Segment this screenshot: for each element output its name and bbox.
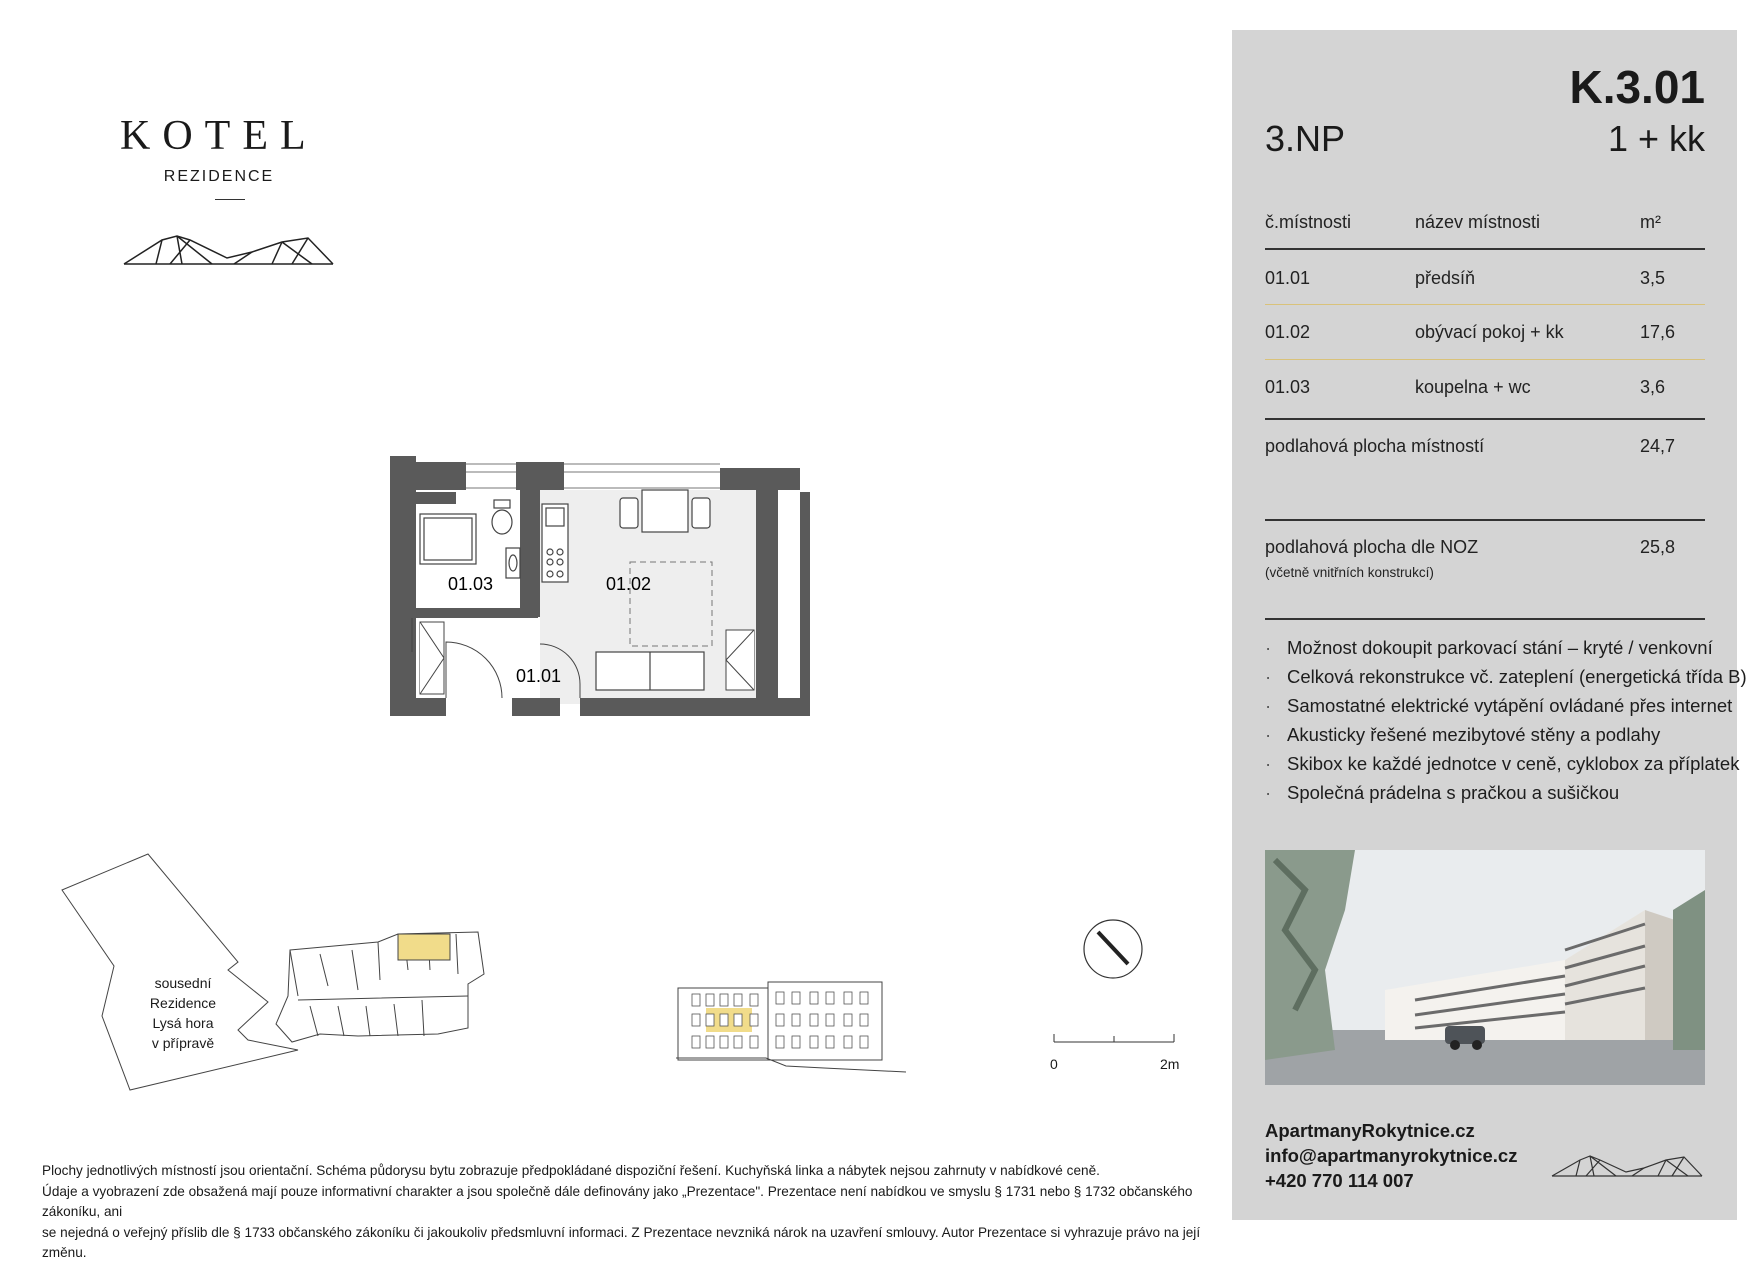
disclaimer-line-2: Údaje a vyobrazení zde obsažená mají pouze informativní charakter a jsou společně dále definovány jako „Prezentace". Prezentace není nabídkou ve smyslu § 1731 nebo § 1732 občanského zákoníku, ani [42,1183,1193,1219]
room-number-3: 01.03 [1265,377,1311,397]
feature-item [1265,720,1705,749]
floor-area-value: 24,7 [1640,436,1676,456]
features-list [1265,633,1747,807]
scale-start-label: 0 [1050,1056,1058,1072]
feature-item [1265,633,1713,662]
bullet-icon: · [1265,666,1272,687]
room-number-1: 01.01 [1265,268,1311,288]
bullet-icon: · [1265,637,1272,658]
floor-label: 3.NP [1265,118,1346,159]
row-divider [1265,304,1705,305]
room-label-01-02: 01.02 [606,574,652,594]
unit-highlight [398,934,450,960]
north-arrow-icon [1082,918,1144,980]
bullet-icon: · [1265,695,1272,716]
layout-type: 1 + kk [1607,118,1705,159]
room-name-1: předsíň [1415,268,1476,288]
mountain-logo-icon [122,232,336,268]
mountain-logo-small-icon [1550,1152,1705,1180]
feature-text: Společná prádelna s pračkou a sušičkou [1287,782,1620,803]
col-header-area: m² [1640,212,1661,232]
feature-item [1265,691,1733,720]
bullet-icon: · [1265,724,1272,745]
feature-text: Akusticky řešené mezibytové stěny a podlahy [1287,724,1661,745]
disclaimer-line-1: Plochy jednotlivých místností jsou orientační. Schéma půdorysu bytu zobrazuje předpokládané dispoziční řešení. Kuchyňská linka a nábytek nejsou zahrnuty v nabídkové ceně. [42,1163,1100,1178]
email-link[interactable]: info@apartmanyrokytnice.cz [1265,1145,1518,1166]
logo-divider [215,199,245,200]
room-name-3: koupelna + wc [1415,377,1531,397]
bullet-icon: · [1265,782,1272,803]
table-rows-end-rule [1265,418,1705,420]
feature-item [1265,662,1747,691]
elevation-diagram [676,978,906,1078]
site-plan [58,850,498,1100]
noz-area-value: 25,8 [1640,537,1676,557]
room-area-3: 3,6 [1640,377,1666,397]
neighbor-line-2: Rezidence [149,995,217,1011]
neighbor-label [138,973,228,1053]
feature-text: Možnost dokoupit parkovací stání – kryté / venkovní [1287,637,1713,658]
room-name-2: obývací pokoj + kk [1415,322,1564,342]
table-header-rule [1265,248,1705,250]
phone-number[interactable]: +420 770 114 007 [1265,1170,1414,1191]
building-rendering [1265,850,1705,1085]
floor-plan [390,452,890,722]
feature-text: Celková rekonstrukce vč. zateplení (energetická třída B) [1287,666,1747,687]
scale-bar [1050,1030,1180,1050]
neighbor-line-1: sousední [154,975,212,991]
floor-area-label: podlahová plocha místností [1265,436,1485,456]
neighbor-line-3: Lysá hora [152,1015,214,1031]
room-number-2: 01.02 [1265,322,1311,342]
noz-area-label: podlahová plocha dle NOZ [1265,537,1479,557]
contact-block [1265,1118,1517,1193]
col-header-number: č.místnosti [1265,212,1352,232]
floor-area-rule [1265,519,1705,521]
feature-text: Skibox ke každé jednotce v ceně, cyklobox za příplatek [1287,753,1740,774]
room-area-2: 17,6 [1640,322,1676,342]
noz-area-note: (včetně vnitřních konstrukcí) [1265,565,1434,580]
feature-item [1265,778,1705,807]
noz-area-rule [1265,618,1705,620]
room-label-01-03: 01.03 [448,574,494,594]
neighbor-line-4: v přípravě [151,1035,215,1051]
room-area-1: 3,5 [1640,268,1666,288]
scale-end-label: 2m [1160,1056,1180,1072]
unit-code: K.3.01 [1569,61,1705,113]
col-header-name: název místnosti [1415,212,1541,232]
feature-text: Samostatné elektrické vytápění ovládané přes internet [1287,695,1733,716]
website-link[interactable]: ApartmanyRokytnice.cz [1265,1120,1475,1141]
disclaimer-line-3: se nejedná o veřejný příslib dle § 1733 občanského zákoníku či jakoukoliv předsmluvní informaci. Z Prezentace nevzniká nárok na uzavření smlouvy. Autor Prezentace si vyhrazuje právo na její změnu. [42,1224,1201,1260]
bullet-icon: · [1265,753,1272,774]
room-label-01-01: 01.01 [516,666,562,686]
feature-item [1265,749,1740,778]
logo-title: KOTEL [120,113,318,159]
disclaimer [42,1161,1212,1264]
row-divider [1265,359,1705,360]
logo-subtitle: REZIDENCE [163,168,275,185]
